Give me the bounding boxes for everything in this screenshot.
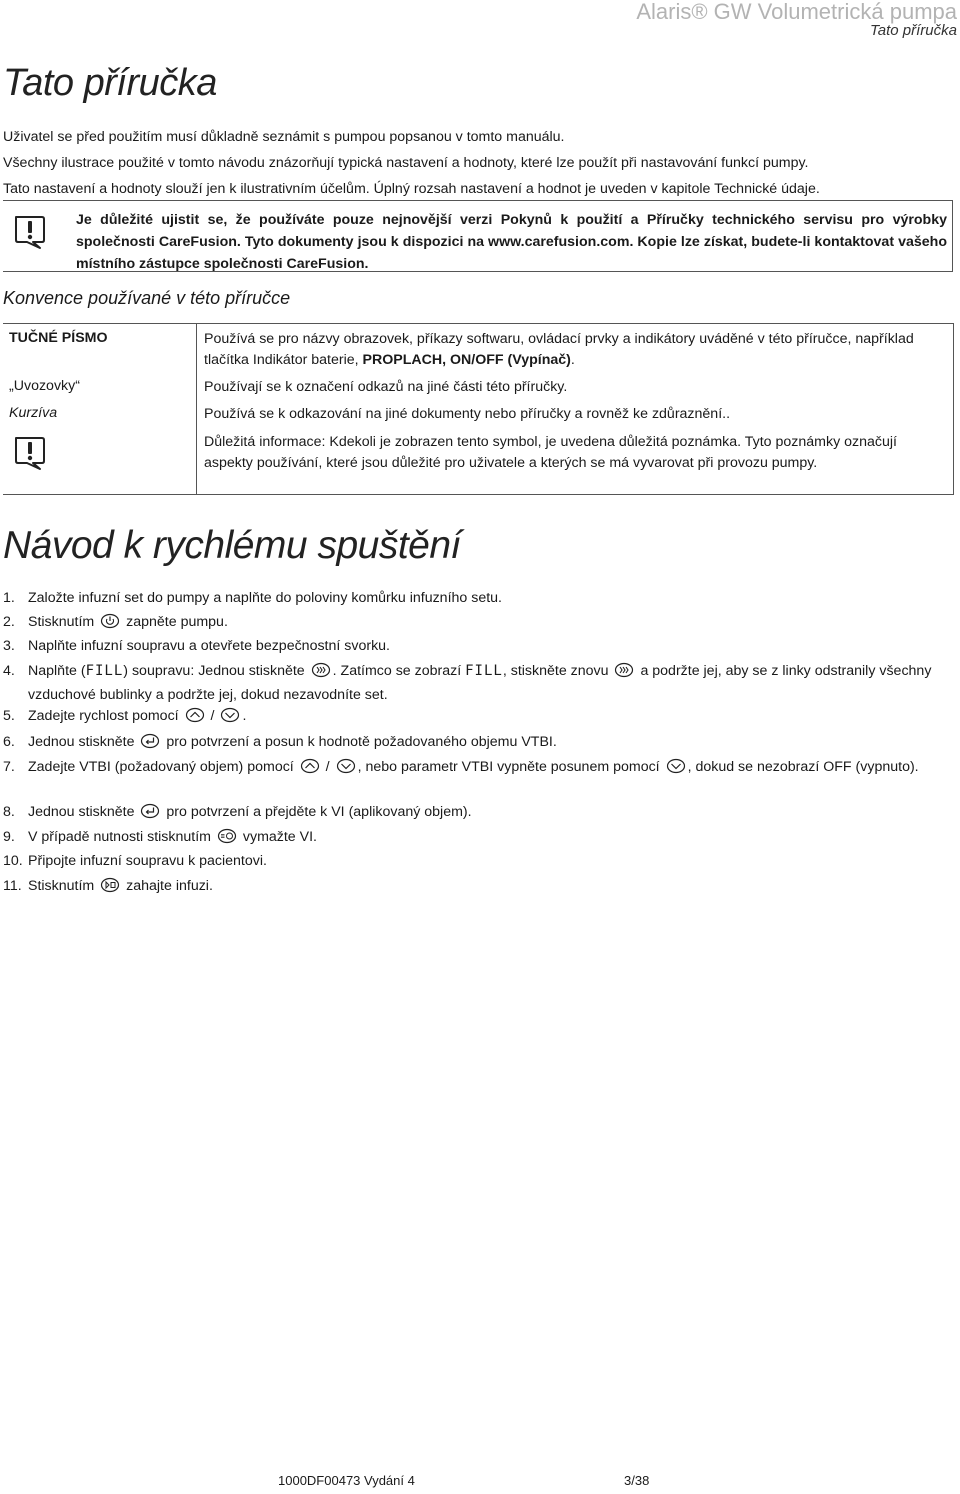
power-button-icon	[100, 613, 120, 636]
chevron-down-icon	[666, 758, 686, 781]
convention-label-quotes: „Uvozovky“	[9, 378, 80, 394]
conventions-title: Konvence používané v této příručce	[3, 288, 291, 308]
footer-document-id: 1000DF00473 Vydání 4	[278, 1473, 415, 1488]
footer-page-number: 3/38	[624, 1473, 650, 1488]
clear-button-icon	[217, 828, 237, 851]
table-divider	[196, 323, 197, 495]
convention-desc-italic: Používá se k odkazování na jiné dokumenty nebo příručky a rovněž ke zdůraznění..	[204, 406, 731, 422]
caution-note-icon	[13, 214, 47, 255]
convention-label-bold: TUČNÉ PÍSMO	[9, 330, 108, 346]
caution-note-icon	[13, 435, 47, 476]
intro-line: Uživatel se před použitím musí důkladně seznámit s pumpou popsanou v tomto manuálu.	[3, 129, 565, 145]
intro-line: Všechny ilustrace použité v tomto návodu znázorňují typická nastavení a hodnoty, které lze použít při nastavování funkcí pumpy.	[3, 155, 809, 171]
fill-display-code: FILL	[465, 663, 503, 679]
chevron-down-icon	[336, 758, 356, 781]
run-button-icon	[100, 877, 120, 900]
convention-desc-quotes: Používají se k označení odkazů na jiné části této příručky.	[204, 379, 568, 395]
chevron-up-icon	[300, 758, 320, 781]
header-section-title: Tato příručka	[870, 22, 957, 39]
intro-line: Tato nastavení a hodnoty slouží jen k ilustrativním účelům. Úplný rozsah nastavení a hodnot je uveden v kapitole Technické údaje.	[3, 181, 820, 197]
convention-desc-note: Důležitá informace: Kdekoli je zobrazen tento symbol, je uvedena důležitá poznámka. Tyto poznámky označují aspekty používání, které jsou důležité pro uživatele a kterých se má vyvarovat při provozu pumpy.	[204, 434, 897, 471]
prime-button-icon	[614, 662, 634, 685]
chevron-up-icon	[185, 707, 205, 730]
warning-text: Je důležité ujistit se, že používáte pouze nejnovější verzi Pokynů k použití a Příručky technického servisu pro výrobky společnosti CareFusion. Tyto dokumenty jsou k dispozici na www.carefusion.com. Kopie lze získat, budete-li kontaktovat vašeho místního zástupce společnosti CareFusion.	[76, 212, 947, 272]
convention-label-italic: Kurzíva	[9, 405, 58, 421]
quick-start-title: Návod k rychlému spuštění	[3, 524, 461, 567]
enter-button-icon	[140, 803, 160, 826]
fill-display-code: FILL	[85, 663, 124, 679]
intro-paragraph	[3, 124, 953, 202]
prime-button-icon	[311, 662, 331, 685]
enter-button-icon	[140, 733, 160, 756]
convention-desc-bold: Používá se pro názvy obrazovek, příkazy softwaru, ovládací prvky a indikátory uváděné v této příručce, například tlačítka Indikátor baterie, PROPLACH, ON/OFF (Vypínač).	[204, 331, 914, 368]
chevron-down-icon	[220, 707, 240, 730]
page-title: Tato příručka	[3, 62, 217, 104]
header-product-title: Alaris® GW Volumetrická pumpa	[636, 0, 957, 24]
